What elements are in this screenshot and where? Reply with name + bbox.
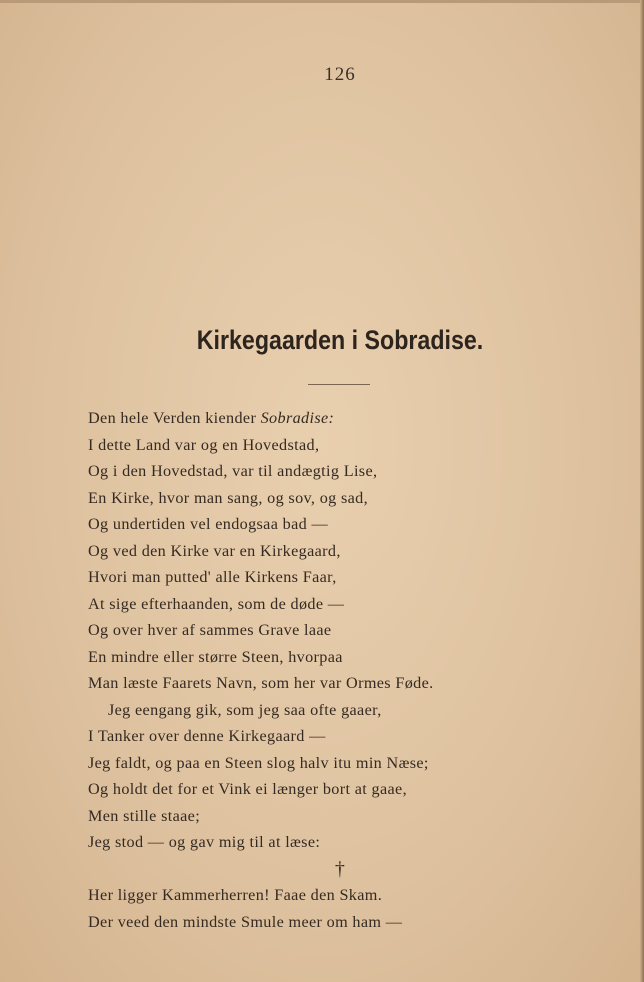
poem-line: En Kirke, hvor man sang, og sov, og sad, bbox=[88, 488, 369, 507]
poem-line: Jeg faldt, og paa en Steen slog halv itu min Næse; bbox=[88, 753, 429, 772]
poem-line: En mindre eller større Steen, hvorpaa bbox=[88, 647, 343, 666]
poem-line: Her ligger Kammerherren! Faae den Skam. bbox=[88, 886, 383, 904]
page-number: 126 bbox=[324, 64, 356, 85]
poem-line-1 bbox=[88, 405, 588, 432]
poem-line: Og ved den Kirke var en Kirkegaard, bbox=[88, 541, 341, 560]
poem-line: Der veed den mindste Smule meer om ham — bbox=[88, 912, 403, 931]
poem-line: Hvori man putted' alle Kirkens Faar, bbox=[88, 568, 337, 586]
page-top-edge bbox=[0, 0, 644, 3]
poem-body bbox=[88, 405, 588, 935]
poem-line: Og over hver af sammes Grave laae bbox=[88, 621, 332, 639]
poem-line: At sige efterhaanden, som de døde — bbox=[88, 594, 345, 613]
poem-line-1-text: Den hele Verden kiender bbox=[88, 409, 261, 427]
poem-line: I dette Land var og en Hovedstad, bbox=[88, 435, 320, 454]
dagger-cross-icon: † bbox=[334, 857, 346, 880]
poem-line: Og holdt det for et Vink ei længer bort at gaae, bbox=[88, 780, 407, 798]
poem-line: Jeg stod — og gav mig til at læse: bbox=[88, 833, 321, 851]
page-right-edge bbox=[640, 0, 644, 982]
poem-line-1-italic: Sobradise: bbox=[260, 409, 335, 427]
poem-line: Og i den Hovedstad, var til andægtig Lise, bbox=[88, 462, 378, 480]
title-divider bbox=[308, 384, 370, 385]
poem-line-indented: Jeg eengang gik, som jeg saa ofte gaaer, bbox=[108, 700, 382, 719]
poem-line: I Tanker over denne Kirkegaard — bbox=[88, 727, 326, 745]
poem-title: Kirkegaarden i Sobradise. bbox=[196, 325, 484, 355]
poem-line: Og undertiden vel endogsaa bad — bbox=[88, 515, 329, 533]
poem-line: Men stille staae; bbox=[88, 806, 201, 825]
poem-line: Man læste Faarets Navn, som her var Ormes Føde. bbox=[88, 674, 434, 692]
